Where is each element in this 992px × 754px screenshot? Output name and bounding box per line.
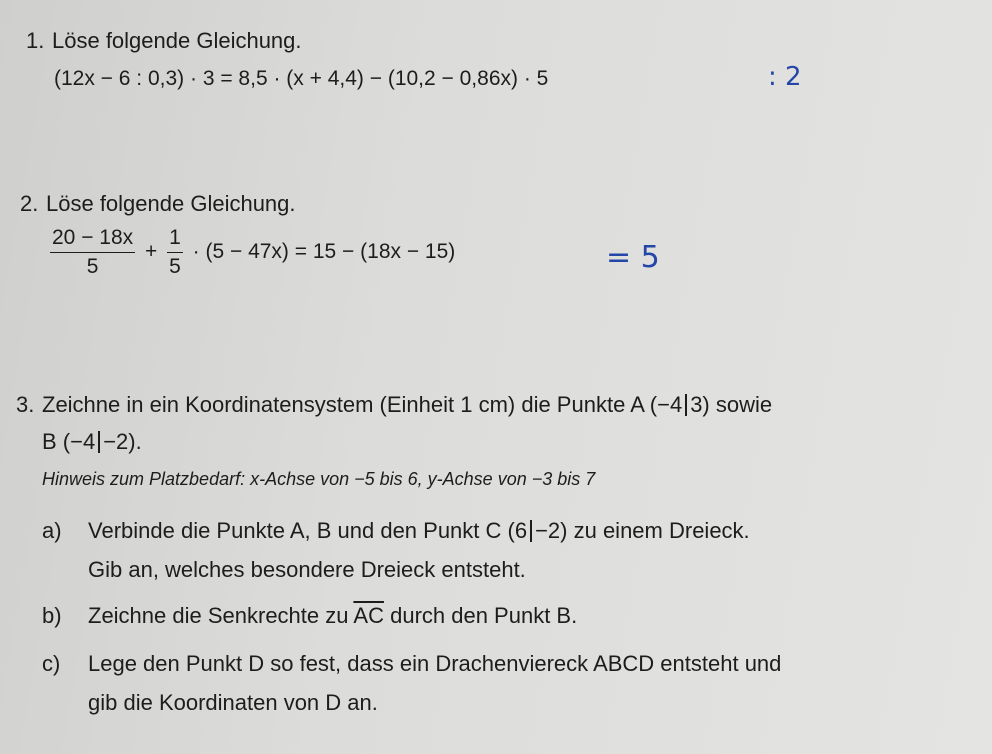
fraction-1 [50, 226, 135, 279]
task-3b-before: Zeichne die Senkrechte zu [88, 603, 349, 628]
task-3a-line-1-before: Verbinde die Punkte A, B und den Punkt C (6 [88, 518, 528, 543]
task-3c-line-1-text: Lege den Punkt D so fest, dass ein Drachenviereck ABCD entsteht und [88, 651, 782, 676]
task-1-handwritten-answer: : 2 [768, 62, 802, 92]
task-3-number: 3. [16, 392, 35, 417]
fraction-1-numerator: 20 − 18x [50, 226, 135, 253]
plus-sign: + [145, 240, 158, 264]
fraction-2-numerator: 1 [167, 226, 183, 253]
task-3a-line-1-after: −2) zu einem Dreieck. [535, 518, 750, 543]
task-3a-line-1 [42, 518, 750, 544]
task-3-line-2-before: B (−4 [42, 429, 96, 454]
task-3-line-2-after: −2). [103, 429, 142, 454]
coordinate-separator [530, 520, 532, 542]
task-3-line-1-text: Zeichne in ein Koordinatensystem (Einheit 1 cm) die Punkte A (−4 [42, 392, 683, 417]
task-3b-line [42, 603, 577, 629]
task-2-heading [20, 191, 296, 217]
task-3a-line-2: Gib an, welches besondere Dreieck entsteht. [88, 557, 526, 582]
task-3a-label: a) [42, 518, 62, 543]
coordinate-separator [685, 394, 687, 416]
fraction-2-denominator: 5 [169, 255, 181, 278]
task-1-heading [26, 28, 302, 54]
task-3b-label: b) [42, 603, 62, 628]
fraction-1-denominator: 5 [86, 255, 99, 278]
task-2-handwritten-answer: = 5 [606, 240, 660, 275]
task-3-line-1-after: 3) sowie [690, 392, 773, 417]
task-2-number: 2. [20, 191, 39, 216]
coordinate-separator [98, 431, 100, 453]
segment-ac: $\overline{AC}$ [353, 603, 384, 628]
task-3-line-1 [16, 392, 772, 418]
task-3c-label: c) [42, 651, 61, 676]
task-3c-line-1 [42, 651, 781, 677]
task-3-hint: Hinweis zum Platzbedarf: x-Achse von −5 bis 6, y-Achse von −3 bis 7 [42, 469, 596, 489]
task-2-equation-rest: · (5 − 47x) = 15 − (18x − 15) [192, 240, 456, 264]
task-3-line-2 [42, 429, 142, 455]
task-1-equation: (12x − 6 : 0,3) · 3 = 8,5 · (x + 4,4) − (10,2 − 0,86x) · 5 [54, 67, 549, 90]
task-2-equation [50, 226, 455, 279]
task-2-title: Löse folgende Gleichung. [46, 191, 296, 216]
task-3c-line-2: gib die Koordinaten von D an. [88, 690, 378, 715]
task-1-number: 1. [26, 28, 45, 53]
task-1-title: Löse folgende Gleichung. [52, 28, 302, 53]
fraction-2 [167, 226, 183, 279]
task-3b-after: durch den Punkt B. [390, 603, 578, 628]
